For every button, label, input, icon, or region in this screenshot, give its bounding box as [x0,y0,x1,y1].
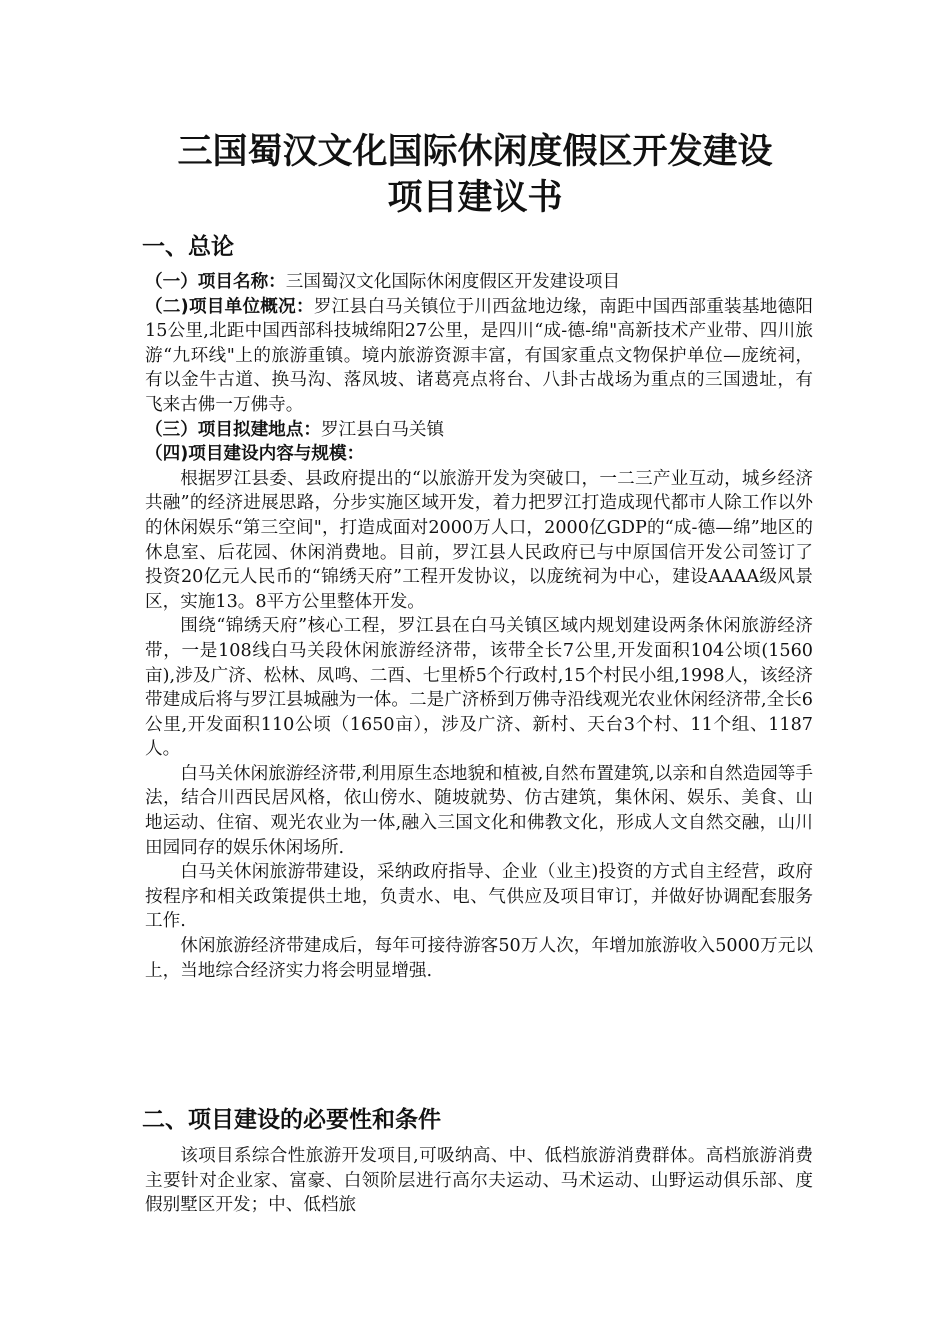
paragraph: 根据罗江县委、县政府提出的“以旅游开发为突破口，一二三产业互动，城乡经济共融”的经济进展思路，分步实施区域开发，着力把罗江打造成现代都市人除工作以外的休闲娱乐“第三空间"，打造成面对2000万人口，2000亿GDP的“成-德—绵”地区的休息室、后花园、休闲消费地。目前，罗江县人民政府已与中原国信开发公司签订了投资20亿元人民币的“锦绣天府”工程开发协议，以庞统祠为中心，建设AAAA级风景区，实施13。8平方公里整体开发。 [145,468,813,612]
item-label: （四)项目建设内容与规模： [145,444,365,465]
paragraph: 白马关休闲旅游经济带,利用原生态地貌和植被,自然布置建筑,以亲和自然造园等手法，结合川西民居风格，依山傍水、随坡就势、仿古建筑，集休闲、娱乐、美食、山地运动、住宿、观光农业为一体,融入三国文化和佛教文化，形成人文自然交融，山川田园同存的娱乐休闲场所. [145,763,813,858]
item-text: 三国蜀汉文化国际休闲度假区开发建设项目 [285,272,621,292]
paragraph: 白马关休闲旅游带建设，采纳政府指导、企业（业主)投资的方式自主经营，政府按程序和相关政策提供土地，负责水、电、气供应及项目审订，并做好协调配套服务工作. [145,862,813,932]
item-content-scale [145,442,813,467]
item-site [145,418,813,443]
item-unit-overview [145,295,813,418]
document-title-line2: 项目建议书 [387,178,563,218]
section1-heading: 一、总论 [142,234,234,260]
item-project-name [145,270,813,295]
paragraph: 该项目系综合性旅游开发项目,可吸纳高、中、低档旅游消费群体。高档旅游消费主要针对企业家、富豪、白领阶层进行高尔夫运动、马术运动、山野运动俱乐部、度假别墅区开发；中、低档旅 [145,1146,813,1216]
paragraph: 围绕“锦绣天府”核心工程，罗江县在白马关镇区域内规划建设两条休闲旅游经济带，一是108线白马关段休闲旅游经济带，该带全长7公里,开发面积104公顷(1560亩),涉及广济、松林、凤鸣、二酉、七里桥5个行政村,15个村民小组,1998人，该经济带建成后将与罗江县城融为一体。二是广济桥到万佛寺沿线观光农业休闲经济带,全长6公里,开发面积110公顷（1650亩），涉及广济、新村、天台3个村、11个组、1187人。 [145,616,813,760]
item-text: 罗江县白马关镇位于川西盆地边缘，南距中国西部重装基地德阳15公里,北距中国西部科技城绵阳27公里，是四川“成-德-绵"高新技术产业带、四川旅游“九环线"上的旅游重镇。境内旅游资源丰富，有国家重点文物保护单位—庞统祠，有以金牛古道、换马沟、落凤坡、诸葛亮点将台、八卦古战场为重点的三国遗址，有飞来古佛一万佛寺。 [145,296,813,415]
paragraph: 休闲旅游经济带建成后，每年可接待游客50万人次，年增加旅游收入5000万元以上，当地综合经济实力将会明显增强. [145,936,813,981]
document-title-line1: 三国蜀汉文化国际休闲度假区开发建设 [177,132,773,172]
item-label: （二)项目单位概况： [145,296,314,317]
item-label: （一）项目名称： [145,272,286,292]
section1-body [145,270,813,983]
item-label: （三）项目拟建地点： [145,419,321,440]
item-text: 罗江县白马关镇 [320,419,445,440]
section2-heading: 二、项目建设的必要性和条件 [142,1107,441,1133]
section2-body [145,1144,813,1218]
